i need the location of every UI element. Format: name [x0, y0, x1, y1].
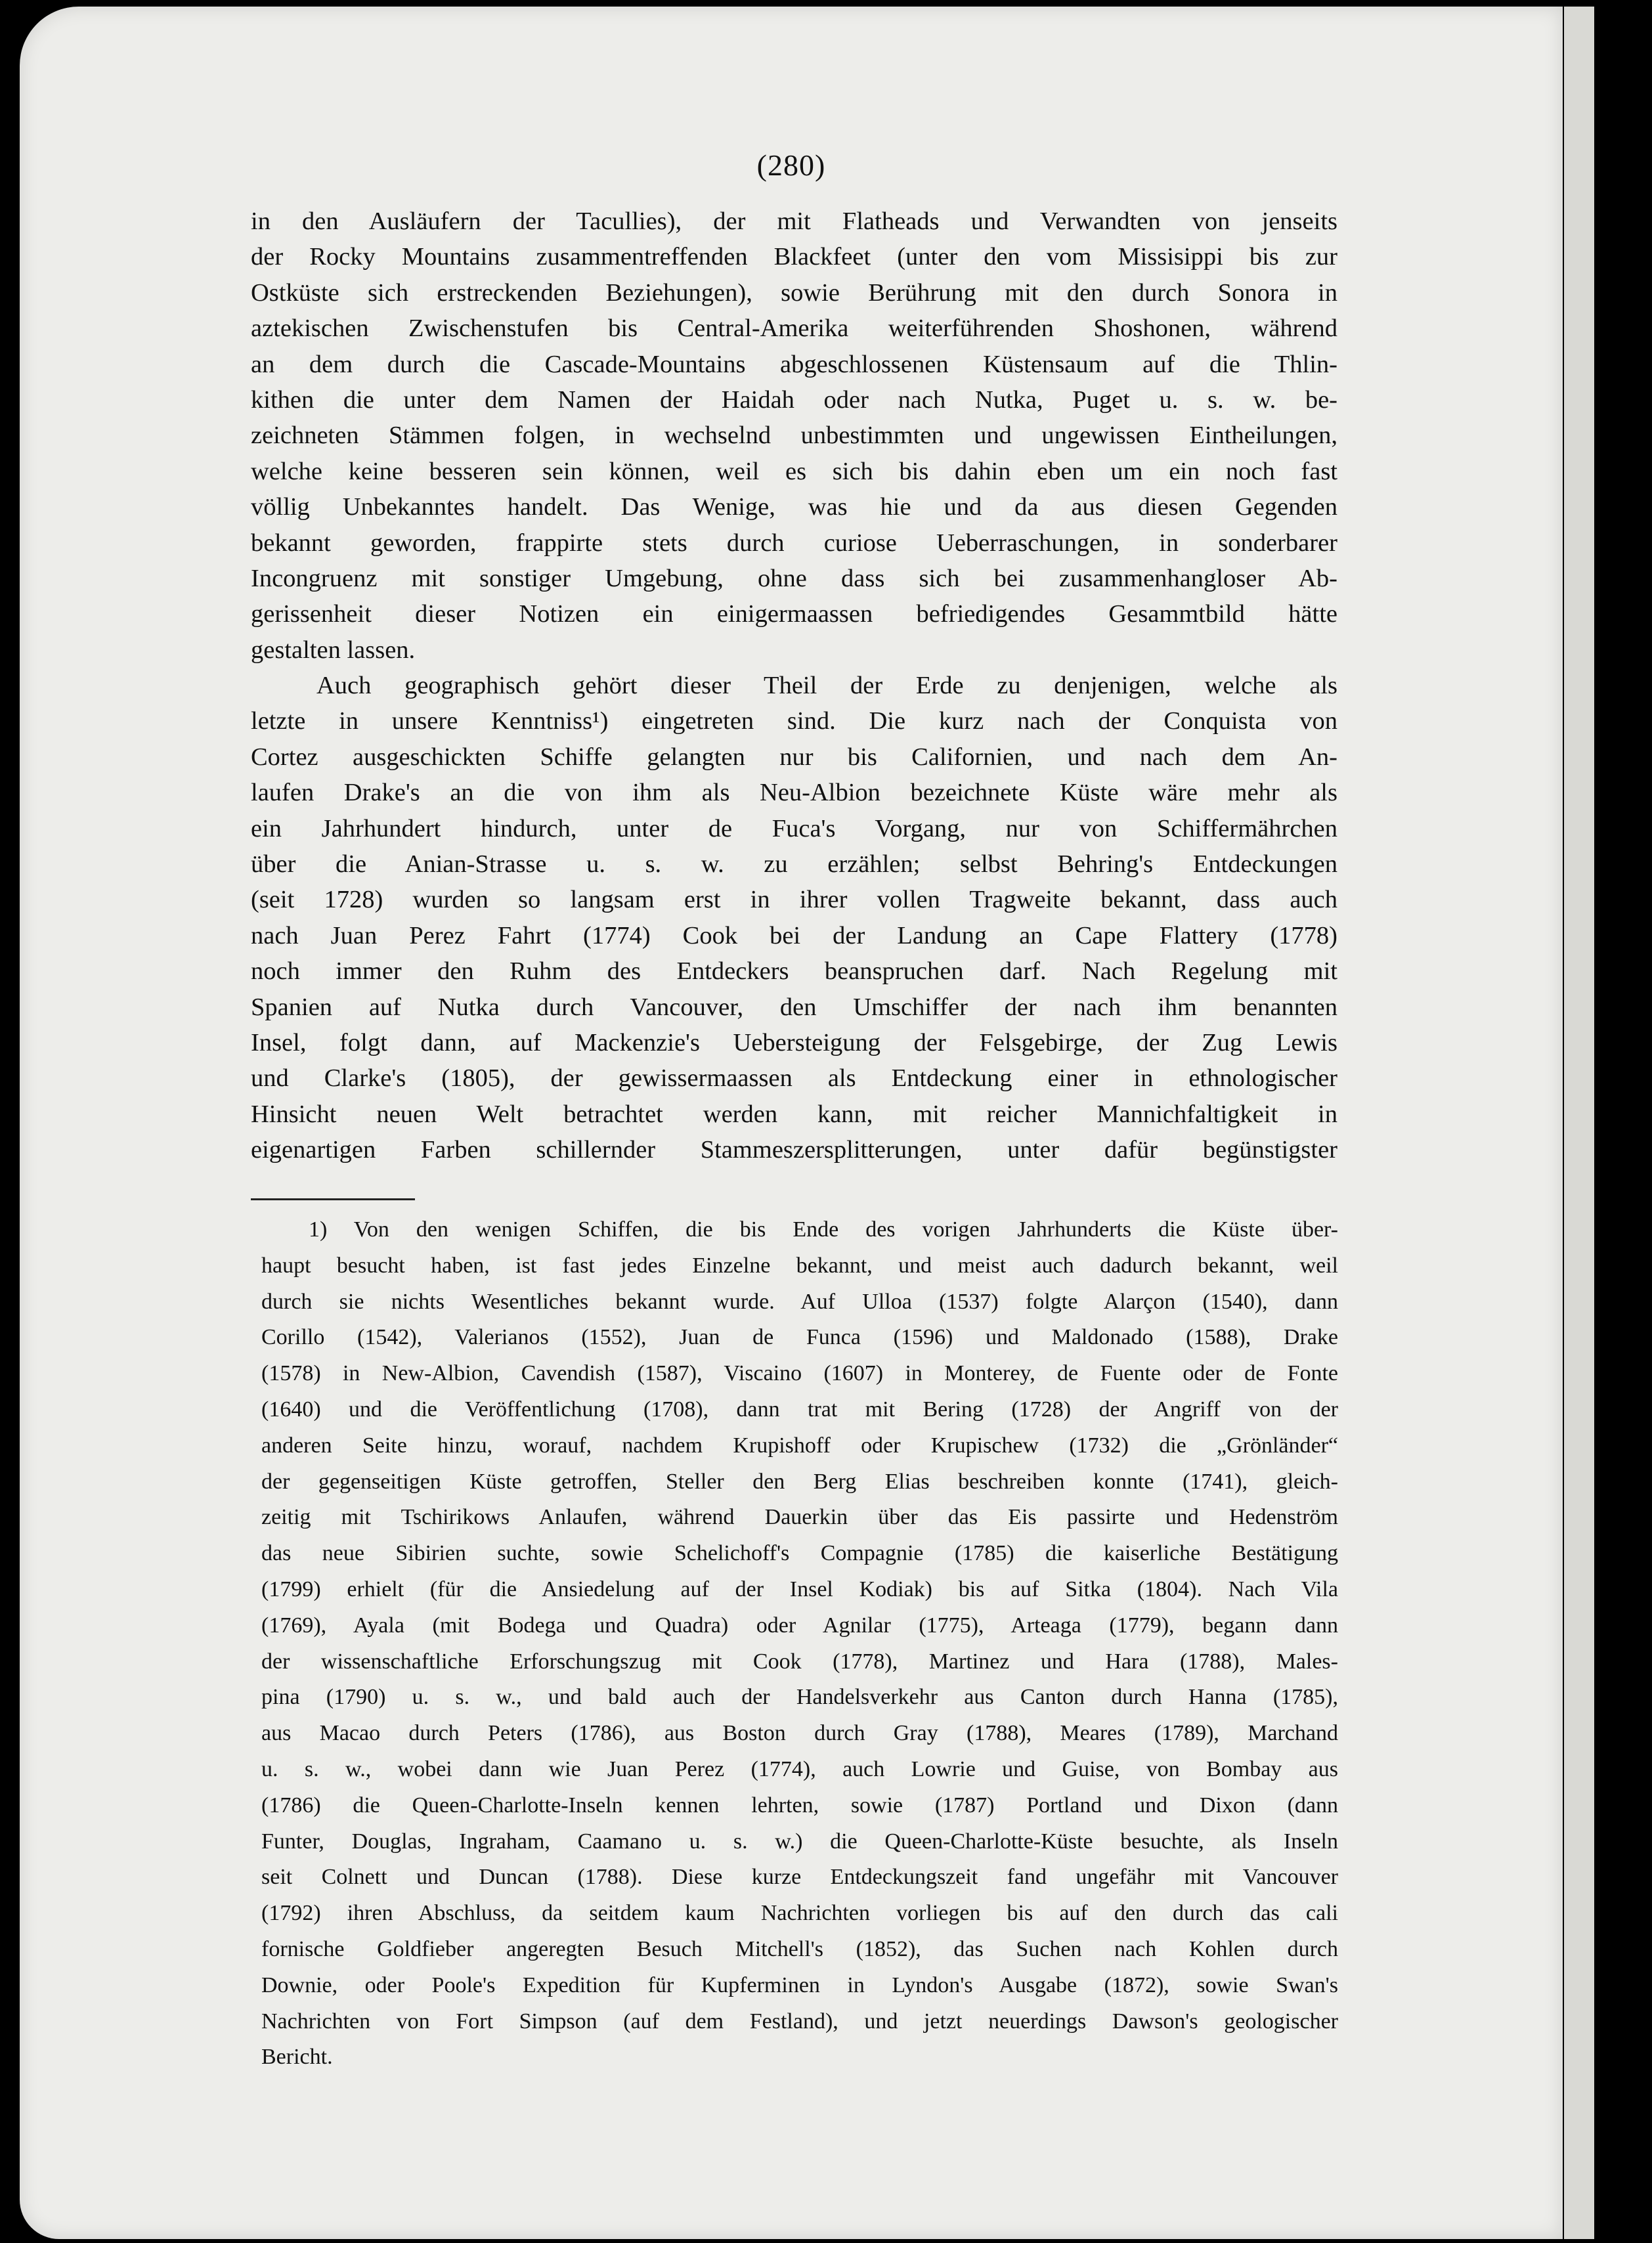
text-line: kithen die unter dem Namen der Haidah oder nach Nutka, Puget u. s. w. be-	[251, 385, 1337, 414]
text-line: Spanien auf Nutka durch Vancouver, den Umschiffer der nach ihm benannten	[251, 993, 1337, 1021]
text-line: welche keine besseren sein können, weil es sich bis dahin eben um ein noch fast	[251, 457, 1337, 485]
footnote-line: Corillo (1542), Valerianos (1552), Juan de Funca (1596) und Maldonado (1588), Drake	[261, 1325, 1338, 1350]
text-line: Ostküste sich erstreckenden Beziehungen), sowie Berührung mit den durch Sonora in	[251, 278, 1337, 307]
main-text	[251, 204, 1337, 1168]
footnote-line: pina (1790) u. s. w., und bald auch der Handelsverkehr aus Canton durch Hanna (1785),	[261, 1685, 1338, 1710]
footnote-line: anderen Seite hinzu, worauf, nachdem Krupishoff oder Krupischew (1732) die „Grönländer“	[261, 1433, 1338, 1458]
text-line: völlig Unbekanntes handelt. Das Wenige, was hie und da aus diesen Gegenden	[251, 493, 1337, 521]
footnote-divider	[251, 1198, 415, 1200]
text-line: bekannt geworden, frappirte stets durch curiose Ueberraschungen, in sonderbarer	[251, 529, 1337, 557]
text-line: laufen Drake's an die von ihm als Neu-Albion bezeichnete Küste wäre mehr als	[251, 779, 1337, 807]
footnote-line: fornische Goldfieber angeregten Besuch Mitchell's (1852), das Suchen nach Kohlen durch	[261, 1936, 1338, 1961]
footnote-line: Funter, Douglas, Ingraham, Caamano u. s. w.) die Queen-Charlotte-Küste besuchte, als Inseln	[261, 1829, 1338, 1854]
text-line: ein Jahrhundert hindurch, unter de Fuca's Vorgang, nur von Schiffermährchen	[251, 814, 1337, 842]
text-line: Incongruenz mit sonstiger Umgebung, ohne dass sich bei zusammenhangloser Ab-	[251, 564, 1337, 592]
text-line: in den Ausläufern der Tacullies), der mit Flatheads und Verwandten von jenseits	[251, 207, 1337, 235]
text-line: Cortez ausgeschickten Schiffe gelangten nur bis Californien, und nach dem An-	[251, 743, 1337, 771]
footnote-line: haupt besucht haben, ist fast jedes Einzelne bekannt, und meist auch dadurch bekannt, weil	[261, 1253, 1338, 1278]
footnote-line: (1640) und die Veröffentlichung (1708), dann trat mit Bering (1728) der Angriff von der	[261, 1397, 1338, 1422]
footnote-line: Nachrichten von Fort Simpson (auf dem Festland), und jetzt neuerdings Dawson's geologischer	[261, 2009, 1338, 2034]
text-line: und Clarke's (1805), der gewissermaassen als Entdeckung einer in ethnologischer	[251, 1064, 1337, 1093]
text-line: aztekischen Zwischenstufen bis Central-Amerika weiterführenden Shoshonen, während	[251, 315, 1337, 343]
text-line: (seit 1728) wurden so langsam erst in ihrer vollen Tragweite bekannt, dass auch	[251, 886, 1337, 914]
footnote-line: (1792) ihren Abschluss, da seitdem kaum Nachrichten vorliegen bis auf den durch das cali	[261, 1901, 1338, 1926]
text-line: gestalten lassen.	[251, 636, 416, 664]
text-line: eigenartigen Farben schillernder Stammeszersplitterungen, unter dafür begünstigster	[251, 1136, 1337, 1164]
page-edge	[1564, 7, 1594, 2239]
footnote-line: (1578) in New-Albion, Cavendish (1587), Viscaino (1607) in Monterey, de Fuente oder de Fonte	[261, 1361, 1338, 1386]
footnote-line: das neue Sibirien suchte, sowie Schelichoff's Compagnie (1785) die kaiserliche Bestätigung	[261, 1541, 1338, 1566]
footnote-line: aus Macao durch Peters (1786), aus Boston durch Gray (1788), Meares (1789), Marchand	[261, 1721, 1338, 1746]
footnote-line: der gegenseitigen Küste getroffen, Steller den Berg Elias beschreiben konnte (1741), gleich-	[261, 1469, 1338, 1494]
page-number: (280)	[756, 148, 826, 182]
text-line: an dem durch die Cascade-Mountains abgeschlossenen Küstensaum auf die Thlin-	[251, 350, 1337, 378]
footnote-line: Downie, oder Poole's Expedition für Kupferminen in Lyndon's Ausgabe (1872), sowie Swan's	[261, 1972, 1338, 1997]
footnote-line: (1799) erhielt (für die Ansiedelung auf der Insel Kodiak) bis auf Sitka (1804). Nach Vila	[261, 1577, 1338, 1601]
text-line: zeichneten Stämmen folgen, in wechselnd unbestimmten und ungewissen Eintheilungen,	[251, 422, 1337, 450]
footnote-line: zeitig mit Tschirikows Anlaufen, während Dauerkin über das Eis passirte und Hedenström	[261, 1505, 1338, 1530]
text-line: Hinsicht neuen Welt betrachtet werden kann, mit reicher Mannichfaltigkeit in	[251, 1100, 1337, 1128]
footnote-line: u. s. w., wobei dann wie Juan Perez (1774), auch Lowrie und Guise, von Bombay aus	[261, 1756, 1338, 1781]
footnote-line: seit Colnett und Duncan (1788). Diese kurze Entdeckungszeit fand ungefähr mit Vancouver	[261, 1865, 1338, 1890]
text-line: letzte in unsere Kenntniss¹) eingetreten sind. Die kurz nach der Conquista von	[251, 707, 1337, 735]
footnote-line: (1786) die Queen-Charlotte-Inseln kennen lehrten, sowie (1787) Portland und Dixon (dann	[261, 1793, 1338, 1818]
text-line: Auch geographisch gehört dieser Theil der Erde zu denjenigen, welche als	[316, 672, 1337, 700]
footnote-line: durch sie nichts Wesentliches bekannt wurde. Auf Ulloa (1537) folgte Alarçon (1540), dann	[261, 1289, 1338, 1314]
footnote-line: 1) Von den wenigen Schiffen, die bis Ende des vorigen Jahrhunderts die Küste über-	[309, 1217, 1338, 1242]
text-line: noch immer den Ruhm des Entdeckers beanspruchen darf. Nach Regelung mit	[251, 957, 1337, 986]
text-line: gerissenheit dieser Notizen ein einigermaassen befriedigendes Gesammtbild hätte	[251, 600, 1337, 628]
text-line: der Rocky Mountains zusammentreffenden Blackfeet (unter den vom Missisippi bis zur	[251, 243, 1337, 271]
text-line: nach Juan Perez Fahrt (1774) Cook bei der Landung an Cape Flattery (1778)	[251, 921, 1337, 949]
text-line: über die Anian-Strasse u. s. w. zu erzählen; selbst Behring's Entdeckungen	[251, 850, 1337, 879]
footnote-line: der wissenschaftliche Erforschungszug mit Cook (1778), Martinez und Hara (1788), Males-	[261, 1649, 1338, 1674]
footnote-line: (1769), Ayala (mit Bodega und Quadra) oder Agnilar (1775), Arteaga (1779), begann dann	[261, 1613, 1338, 1638]
text-line: Insel, folgt dann, auf Mackenzie's Uebersteigung der Felsgebirge, der Zug Lewis	[251, 1028, 1337, 1056]
footnote	[261, 1212, 1338, 2076]
footnote-line: Bericht.	[261, 2045, 333, 2070]
